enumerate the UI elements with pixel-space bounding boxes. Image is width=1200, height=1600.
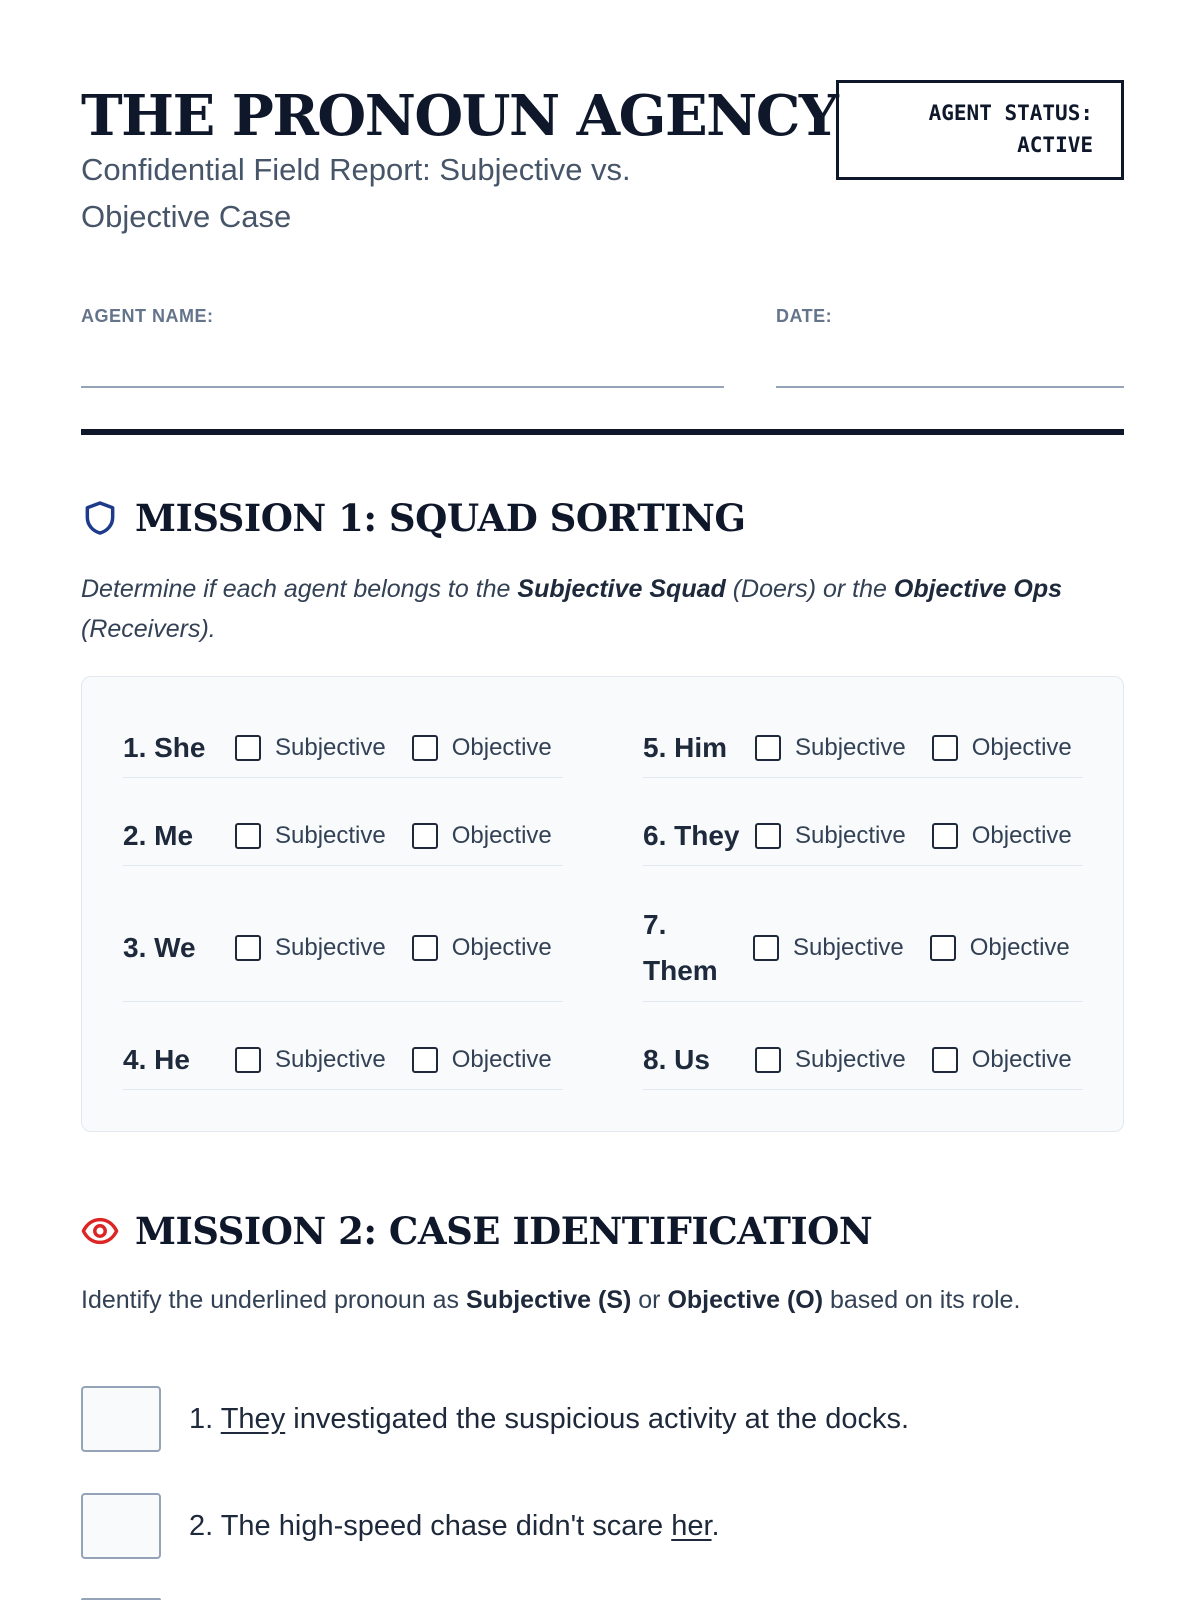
date-label: DATE: <box>776 306 833 326</box>
objective-option[interactable] <box>932 1046 1072 1074</box>
squad-row <box>123 894 563 1002</box>
mission-1-instructions: Determine if each agent belongs to the Subjective Squad (Doers) or the Objective Ops (Receivers). <box>81 575 1063 643</box>
subjective-option[interactable] <box>755 734 906 762</box>
squad-row <box>643 1030 1083 1090</box>
objective-checkbox[interactable] <box>412 823 438 849</box>
mission-2-instructions: Identify the underlined pronoun as Subjective (S) or Objective (O) based on its role. <box>81 1286 1021 1314</box>
objective-checkbox[interactable] <box>412 1047 438 1073</box>
agent-status-box <box>836 80 1124 180</box>
option-label: Subjective <box>275 821 386 849</box>
answer-box[interactable] <box>81 1493 161 1559</box>
objective-option[interactable] <box>412 734 552 762</box>
option-label: Objective <box>969 933 1070 961</box>
mission-1-heading <box>81 496 745 540</box>
section-divider <box>81 429 1124 435</box>
report-subtitle: Confidential Field Report: Subjective vs. Objective Case <box>81 152 631 234</box>
subjective-checkbox[interactable] <box>235 1047 261 1073</box>
agent-pronoun-label: 3. We <box>123 931 196 963</box>
objective-checkbox[interactable] <box>930 935 956 961</box>
subjective-checkbox[interactable] <box>755 823 781 849</box>
subjective-checkbox[interactable] <box>235 935 261 961</box>
option-label: Subjective <box>275 1045 386 1073</box>
subjective-option[interactable] <box>235 1046 386 1074</box>
subjective-option[interactable] <box>235 822 386 850</box>
status-label: AGENT STATUS: <box>928 101 1093 125</box>
mission-2-heading <box>81 1209 872 1253</box>
mission-1-title: MISSION 1: SQUAD SORTING <box>135 496 746 540</box>
agent-pronoun-label: 2. Me <box>123 819 194 851</box>
squad-row <box>123 1030 563 1090</box>
option-label: Subjective <box>793 933 904 961</box>
agent-pronoun-label: 7. Them <box>643 908 718 986</box>
subjective-option[interactable] <box>235 734 386 762</box>
objective-option[interactable] <box>930 934 1070 962</box>
squad-row <box>123 718 563 778</box>
subjective-checkbox[interactable] <box>235 735 261 761</box>
mission-2-title: MISSION 2: CASE IDENTIFICATION <box>135 1209 873 1253</box>
question-row-2 <box>81 1493 720 1559</box>
agent-name-field[interactable] <box>81 386 724 388</box>
status-value: ACTIVE <box>1017 133 1093 157</box>
objective-option[interactable] <box>932 822 1072 850</box>
agent-pronoun-label: 8. Us <box>643 1043 710 1075</box>
agent-pronoun-label: 6. They <box>643 819 740 851</box>
agency-title: THE PRONOUN AGENCY <box>81 83 838 149</box>
question-text: 1. They investigated the suspicious activity at the docks. <box>189 1402 910 1435</box>
option-label: Subjective <box>275 933 386 961</box>
underlined-pronoun: her <box>671 1509 712 1542</box>
eye-icon <box>81 1212 119 1250</box>
option-label: Objective <box>451 1045 552 1073</box>
subjective-option[interactable] <box>755 1046 906 1074</box>
agent-pronoun-label: 4. He <box>123 1043 190 1075</box>
option-label: Objective <box>971 733 1072 761</box>
option-label: Subjective <box>275 733 386 761</box>
objective-checkbox[interactable] <box>932 1047 958 1073</box>
subjective-option[interactable] <box>753 934 904 962</box>
question-row-1 <box>81 1386 909 1452</box>
option-label: Subjective <box>795 821 906 849</box>
agent-pronoun-label: 5. Him <box>643 731 728 763</box>
squad-row <box>643 894 1083 1002</box>
squad-row <box>643 718 1083 778</box>
subjective-checkbox[interactable] <box>755 1047 781 1073</box>
objective-option[interactable] <box>932 734 1072 762</box>
objective-option[interactable] <box>412 822 552 850</box>
question-text: 2. The high-speed chase didn't scare her. <box>189 1509 720 1542</box>
objective-option[interactable] <box>412 934 552 962</box>
subjective-option[interactable] <box>235 934 386 962</box>
squad-row <box>123 806 563 866</box>
subjective-checkbox[interactable] <box>755 735 781 761</box>
option-label: Objective <box>451 933 552 961</box>
option-label: Objective <box>971 821 1072 849</box>
objective-checkbox[interactable] <box>412 935 438 961</box>
subjective-checkbox[interactable] <box>753 935 779 961</box>
option-label: Subjective <box>795 733 906 761</box>
report-header <box>81 84 1124 240</box>
objective-option[interactable] <box>412 1046 552 1074</box>
shield-icon <box>81 499 119 537</box>
objective-checkbox[interactable] <box>932 823 958 849</box>
squad-row <box>643 806 1083 866</box>
objective-checkbox[interactable] <box>932 735 958 761</box>
option-label: Objective <box>971 1045 1072 1073</box>
subjective-checkbox[interactable] <box>235 823 261 849</box>
option-label: Objective <box>451 821 552 849</box>
objective-checkbox[interactable] <box>412 735 438 761</box>
subjective-option[interactable] <box>755 822 906 850</box>
agent-name-label: AGENT NAME: <box>81 306 214 326</box>
agent-pronoun-label: 1. She <box>123 731 206 763</box>
answer-box[interactable] <box>81 1386 161 1452</box>
date-field[interactable] <box>776 386 1124 388</box>
option-label: Subjective <box>795 1045 906 1073</box>
underlined-pronoun: They <box>220 1402 286 1435</box>
option-label: Objective <box>451 733 552 761</box>
